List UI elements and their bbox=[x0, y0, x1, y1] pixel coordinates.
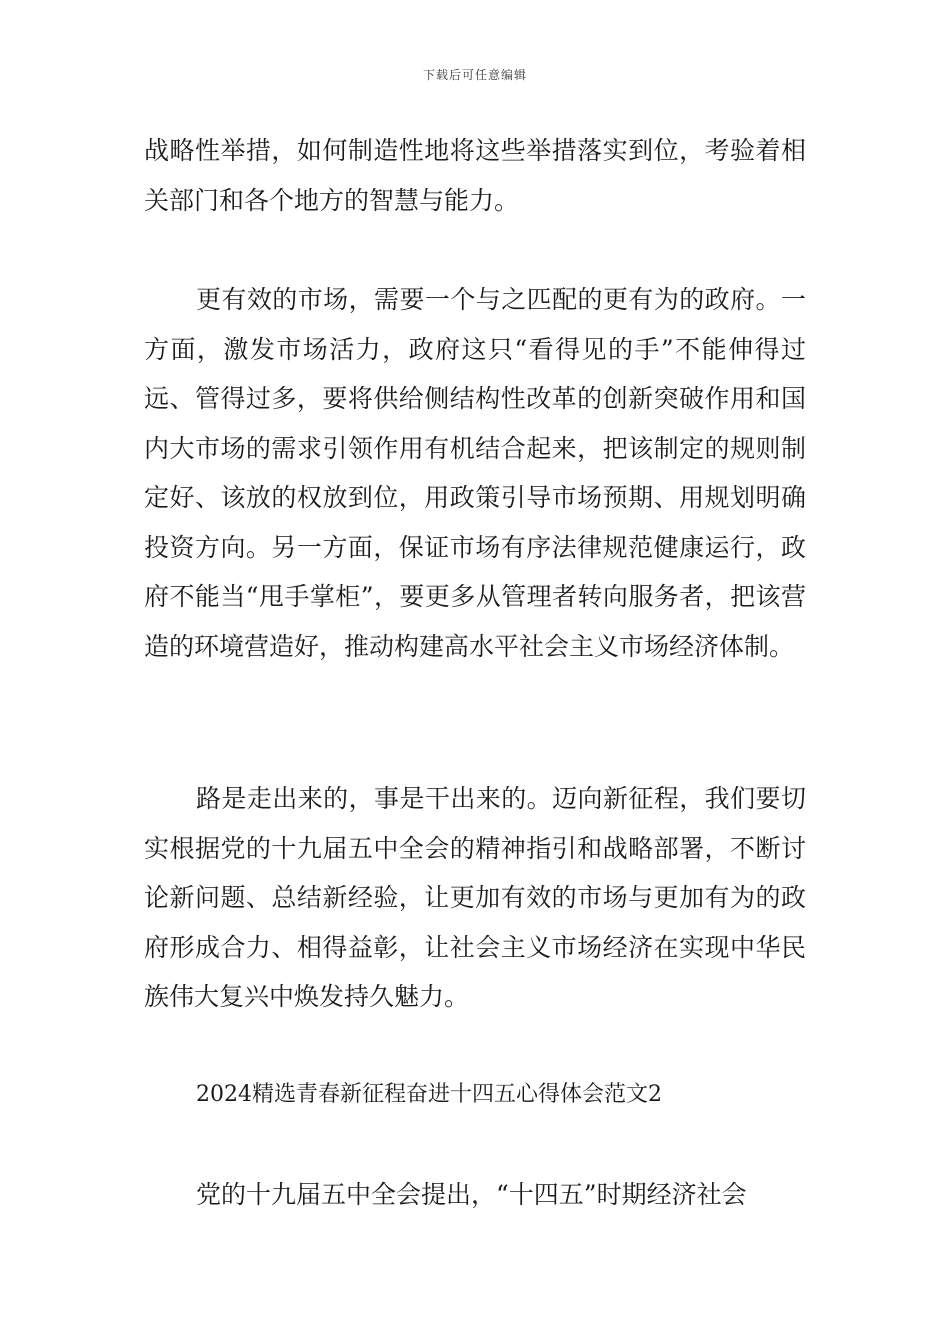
page-header: 下载后可任意编辑 bbox=[422, 68, 527, 82]
paragraph-government-role: 更有效的市场，需要一个与之匹配的更有为的政府。一方面，激发市场活力，政府这只“看得见的手”不能伸得过远、管得过多，要将供给侧结构性改革的创新突破作用和国内大市场的需求引领作用有机结合起来，把该制定的规则制定好、该放的权放到位，用政策引导市场预期、用规划明确投资方向。另一方面，保证市场有序法律规范健康运行，政府不能当“甩手掌柜”，要更多从管理者转向服务者，把该营造的环境营造好，推动构建高水平社会主义市场经济体制。 bbox=[144, 285, 806, 661]
paragraph-new-journey: 路是走出来的，事是干出来的。迈向新征程，我们要切实根据党的十九届五中全会的精神指引和战略部署，不断讨论新问题、总结新经验，让更加有效的市场与更加有为的政府形成合力、相得益彰，让社会主义市场经济在实现中华民族伟大复兴中焕发持久魅力。 bbox=[144, 784, 806, 1011]
paragraph-fifth-plenum: 党的十九届五中全会提出，“十四五”时期经济社会 bbox=[196, 1180, 747, 1209]
paragraph-continuation: 战略性举措，如何制造性地将这些举措落实到位，考验着相关部门和各个地方的智慧与能力。 bbox=[144, 136, 806, 215]
section-title: 2024精选青春新征程奋进十四五心得体会范文2 bbox=[196, 1082, 662, 1107]
